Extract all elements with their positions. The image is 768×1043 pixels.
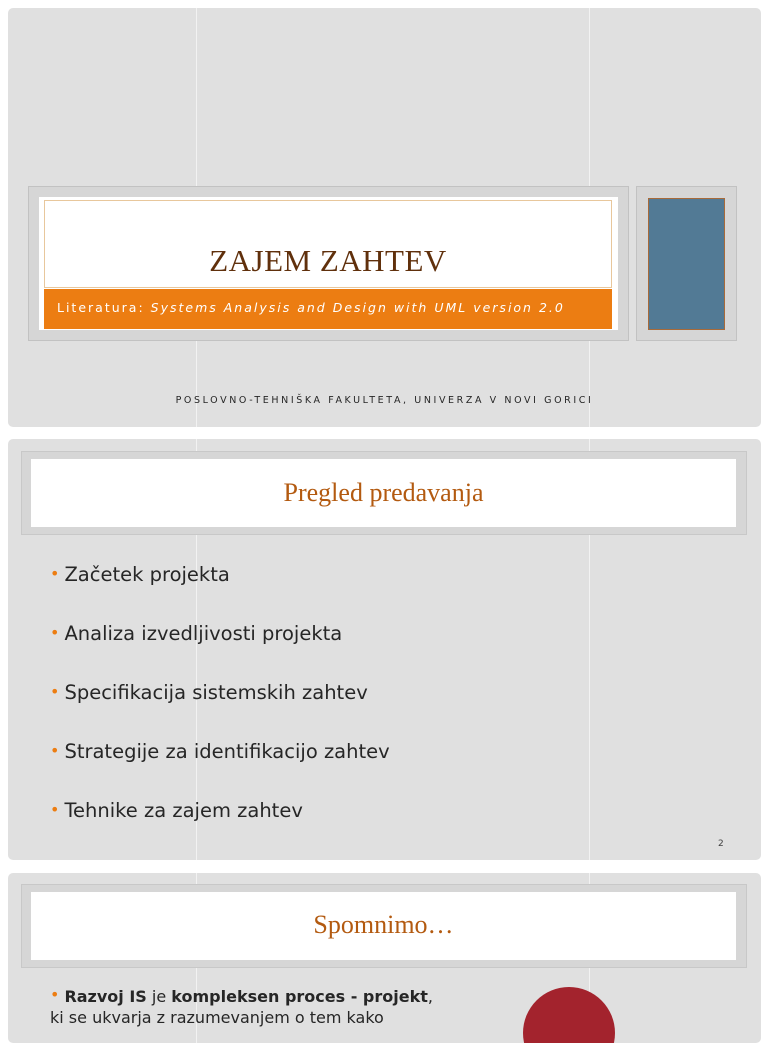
bullet-text: Analiza izvedljivosti projekta [64,622,343,645]
decorative-circle [523,987,615,1043]
bullet-icon: • [50,564,60,583]
bullet-text: Začetek projekta [64,563,230,586]
bold-term-is-development: Razvoj IS [64,987,147,1006]
bold-term-complex-process: kompleksen proces - projekt [171,987,428,1006]
subtitle-bar [44,289,612,329]
title-slide [8,8,761,427]
heading-card [31,459,736,527]
recap-line-2: ki se ukvarja z razumevanjem o tem kako [50,1008,384,1027]
list-item [50,681,390,740]
recap-paragraph [50,986,470,1028]
bullet-text: Specifikacija sistemskih zahtev [64,681,368,704]
subtitle [57,300,565,315]
bullet-icon: • [50,623,60,642]
connector-text: je [146,987,172,1006]
recap-slide [8,873,761,1043]
side-color-block [648,198,725,330]
title-frame [28,186,629,341]
slide-title: ZAJEM ZAHTEV [209,243,447,278]
heading-frame [21,884,747,968]
page-number: 2 [718,839,724,849]
bullet-text: Strategije za identifikacijo zahtev [64,740,390,763]
subtitle-prefix: Literatura: [57,300,151,315]
list-item [50,740,390,799]
bullet-icon: • [50,985,60,1004]
heading-card [31,892,736,960]
list-item [50,622,390,681]
list-item [50,799,390,858]
bullet-text: Tehnike za zajem zahtev [64,799,303,822]
slide-heading: Pregled predavanja [283,478,484,507]
side-frame [636,186,737,341]
bullet-icon: • [50,741,60,760]
subtitle-book-title: Systems Analysis and Design with UML version 2.0 [150,300,565,315]
overview-slide [8,439,761,860]
bullet-list [50,563,390,858]
title-inner-border [44,200,612,288]
bullet-icon: • [50,800,60,819]
heading-frame [21,451,747,535]
comma-text: , [427,987,433,1006]
list-item [50,563,390,622]
slide-heading: Spomnimo… [313,910,454,939]
bullet-icon: • [50,682,60,701]
title-card [39,197,618,330]
slide-footer: POSLOVNO-TEHNIŠKA FAKULTETA, UNIVERZA V NOVI GORICI [175,395,594,406]
